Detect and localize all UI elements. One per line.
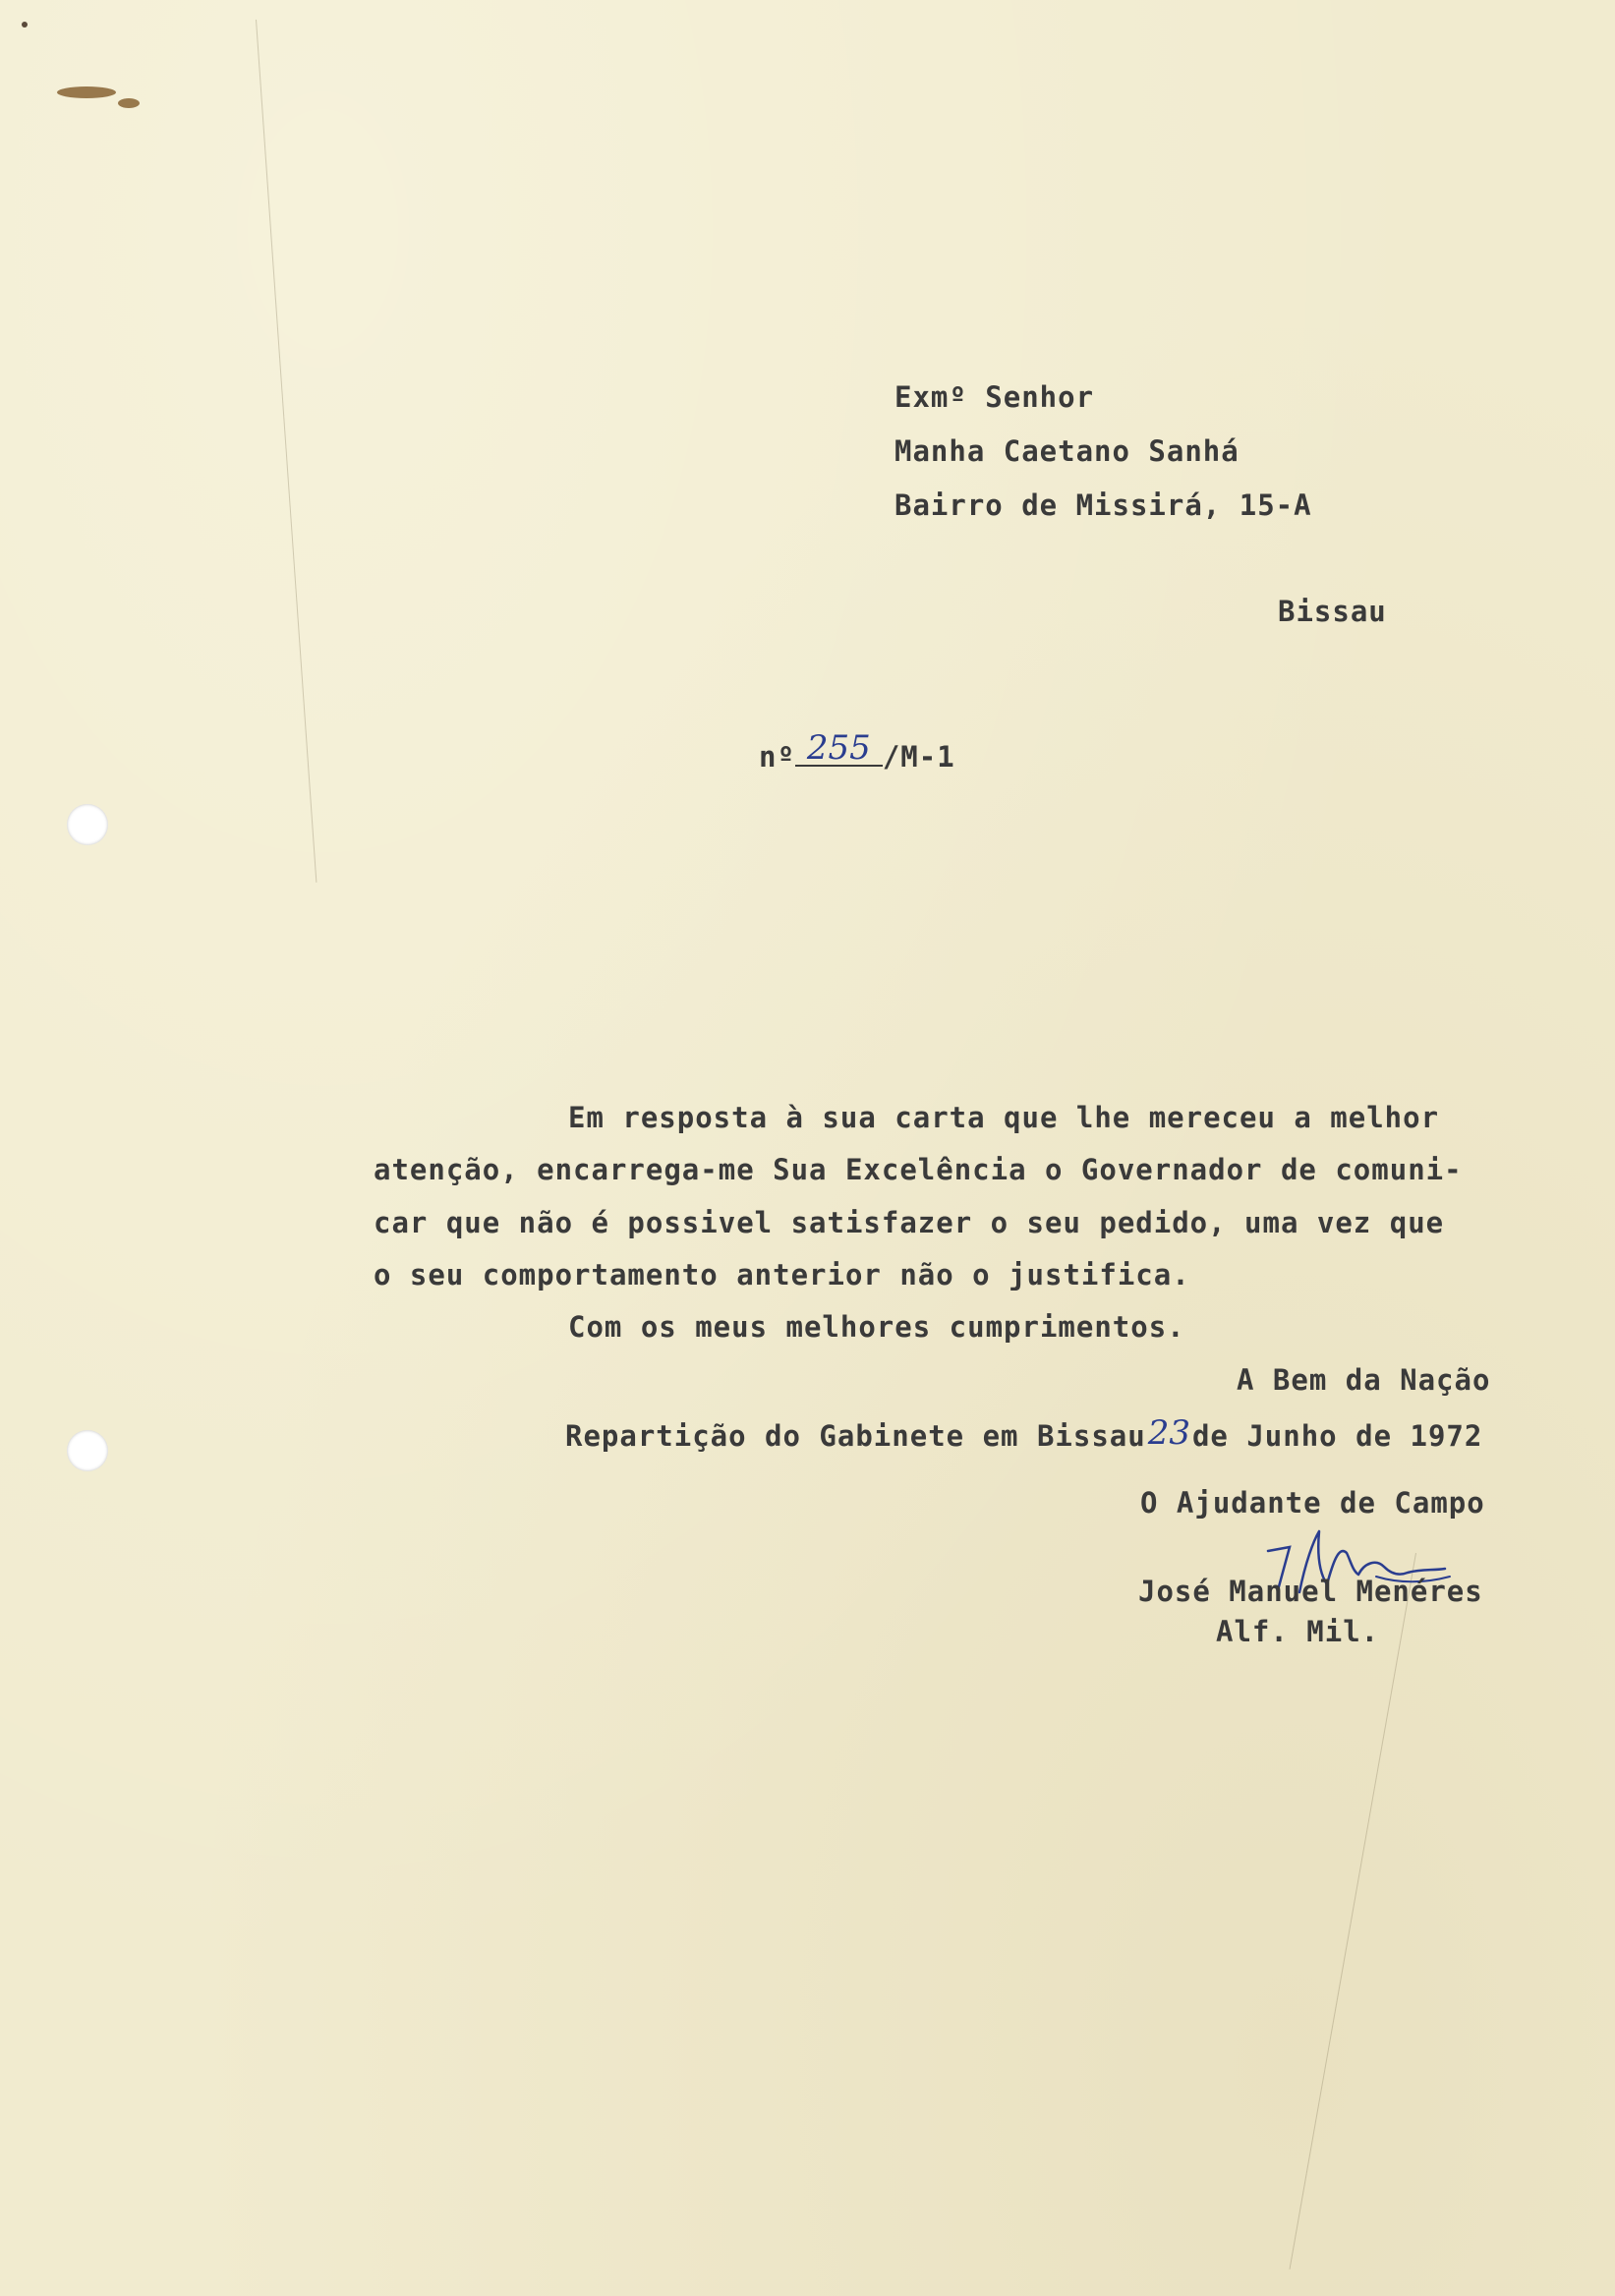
address-city: Bissau — [1278, 595, 1387, 628]
reference-prefix: nº — [759, 740, 795, 774]
body-line-3: car que não é possivel satisfazer o seu pedido, uma vez que — [374, 1206, 1445, 1239]
ink-dot — [22, 22, 28, 28]
punch-hole-lower — [67, 1430, 108, 1471]
address-street: Bairro de Missirá, 15-A — [894, 488, 1312, 522]
punch-hole-upper — [67, 804, 108, 845]
handwritten-day: 23 — [1147, 1413, 1190, 1453]
rust-stain — [57, 86, 116, 98]
address-name: Manha Caetano Sanhá — [894, 434, 1240, 468]
fold-crease-left — [256, 20, 317, 883]
address-salutation: Exmº Senhor — [894, 380, 1095, 414]
closing-place-date — [565, 1413, 1483, 1453]
body-line-4: o seu comportamento anterior não o justifica. — [374, 1258, 1190, 1292]
reference-suffix: /M-1 — [882, 740, 955, 774]
body-line-2: atenção, encarrega-me Sua Excelência o Governador de comuni- — [374, 1153, 1463, 1186]
reference-number — [759, 728, 955, 775]
body-line-1: Em resposta à sua carta que lhe mereceu a melhor — [568, 1101, 1440, 1134]
place-date-after: de Junho de 1972 — [1191, 1419, 1483, 1453]
place-date-before: Repartição do Gabinete em Bissau — [565, 1419, 1146, 1453]
reference-handwritten-number: 255 — [795, 731, 883, 767]
signer-name: José Manuel Menéres — [1138, 1575, 1483, 1608]
fold-crease-right — [1290, 1553, 1416, 2269]
closing-motto: A Bem da Nação — [1237, 1363, 1491, 1397]
signer-rank: Alf. Mil. — [1216, 1615, 1380, 1648]
closing-role: O Ajudante de Campo — [1140, 1486, 1485, 1520]
body-line-5: Com os meus melhores cumprimentos. — [568, 1310, 1185, 1344]
rust-stain-small — [118, 98, 140, 108]
